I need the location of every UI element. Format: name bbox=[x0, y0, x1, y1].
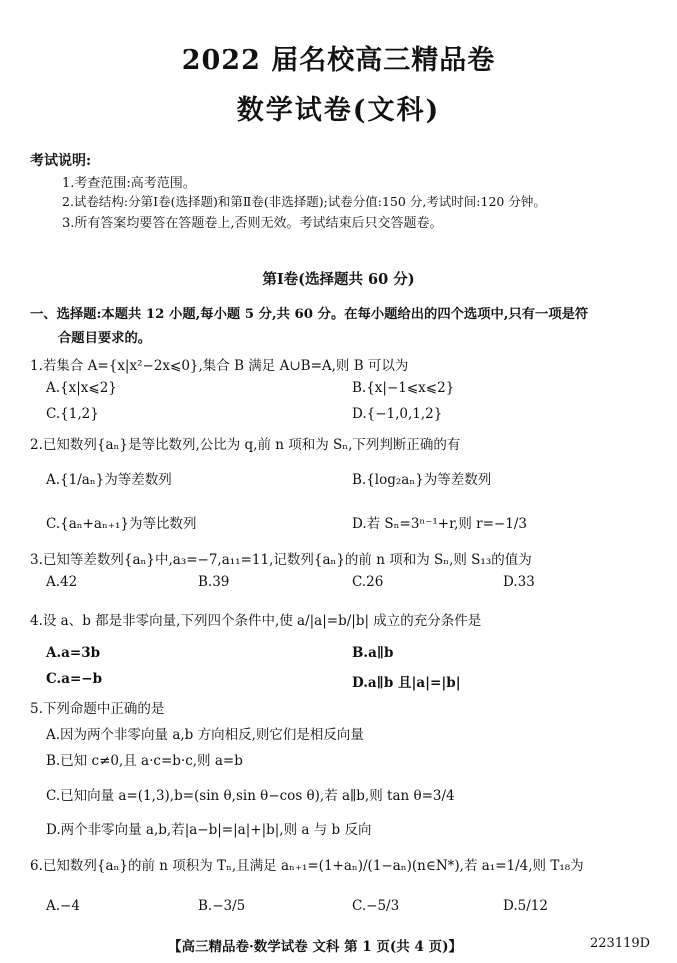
instruction-item: 3.所有答案均要答在答题卷上,否则无效。考试结束后只交答题卷。 bbox=[62, 216, 443, 231]
question-5-option-c: C.已知向量 a=(1,3),b=(sin θ,sin θ−cos θ),若 a∥b,则 tan θ=3/4 bbox=[46, 788, 455, 804]
instructions-heading: 考试说明: bbox=[30, 153, 92, 169]
section-intro-line1: 一、选择题:本题共 12 小题,每小题 5 分,共 60 分。在每小题给出的四个选项中,只有一项是符 bbox=[30, 307, 589, 322]
question-4-stem: 4.设 a、b 都是非零向量,下列四个条件中,使 a/|a|=b/|b| 成立的充分条件是 bbox=[30, 613, 482, 629]
question-2-option-d: D.若 Sₙ=3ⁿ⁻¹+r,则 r=−1/3 bbox=[352, 516, 527, 532]
instruction-item: 2.试卷结构:分第Ⅰ卷(选择题)和第Ⅱ卷(非选择题);试卷分值:150 分,考试时间:120 分钟。 bbox=[62, 194, 546, 209]
question-4-option-d: D.a∥b 且|a|=|b| bbox=[352, 675, 461, 691]
question-4-option-c: C.a=−b bbox=[46, 671, 103, 687]
question-5-option-b: B.已知 c≠0,且 a·c=b·c,则 a=b bbox=[46, 753, 243, 769]
exam-title: 2022 届名校高三精品卷 bbox=[181, 45, 496, 76]
question-5-stem: 5.下列命题中正确的是 bbox=[30, 701, 165, 717]
question-1-option-c: C.{1,2} bbox=[46, 406, 99, 422]
question-3-option-d: D.33 bbox=[503, 574, 535, 590]
question-2-option-a: A.{1/aₙ}为等差数列 bbox=[46, 472, 172, 488]
question-2-stem: 2.已知数列{aₙ}是等比数列,公比为 q,前 n 项和为 Sₙ,下列判断正确的有 bbox=[30, 437, 461, 453]
question-5-option-d: D.两个非零向量 a,b,若|a−b|=|a|+|b|,则 a 与 b 反向 bbox=[46, 822, 372, 838]
question-6-option-d: D.5/12 bbox=[503, 898, 548, 914]
question-4-option-a: A.a=3b bbox=[46, 645, 101, 661]
question-1-option-b: B.{x|−1⩽x⩽2} bbox=[352, 380, 455, 396]
question-2-option-b: B.{log₂aₙ}为等差数列 bbox=[352, 472, 492, 488]
section-title: 第Ⅰ卷(选择题共 60 分) bbox=[262, 271, 415, 288]
page-footer: 【高三精品卷·数学试卷 文科 第 1 页(共 4 页)】 bbox=[168, 939, 462, 955]
question-6-option-a: A.−4 bbox=[46, 898, 80, 914]
section-intro-line2: 合题目要求的。 bbox=[58, 331, 152, 346]
question-1-stem: 1.若集合 A={x|x²−2x⩽0},集合 B 满足 A∪B=A,则 B 可以为 bbox=[30, 358, 409, 374]
question-1-option-d: D.{−1,0,1,2} bbox=[352, 406, 443, 422]
question-1-option-a: A.{x|x⩽2} bbox=[46, 380, 117, 396]
question-6-option-c: C.−5/3 bbox=[352, 898, 400, 914]
question-5-option-a: A.因为两个非零向量 a,b 方向相反,则它们是相反向量 bbox=[46, 727, 364, 743]
instruction-item: 1.考查范围:高考范围。 bbox=[62, 176, 196, 191]
question-3-option-b: B.39 bbox=[198, 574, 230, 590]
question-3-stem: 3.已知等差数列{aₙ}中,a₃=−7,a₁₁=11,记数列{aₙ}的前 n 项和为 Sₙ,则 S₁₃的值为 bbox=[30, 552, 532, 568]
document-code: 223119D bbox=[590, 936, 651, 951]
question-4-option-b: B.a∥b bbox=[352, 645, 394, 661]
question-6-stem: 6.已知数列{aₙ}的前 n 项积为 Tₙ,且满足 aₙ₊₁=(1+aₙ)/(1−aₙ)(n∈N*),若 a₁=1/4,则 T₁₈为 bbox=[30, 858, 584, 874]
question-6-option-b: B.−3/5 bbox=[198, 898, 246, 914]
exam-subtitle: 数学试卷(文科) bbox=[236, 95, 441, 126]
question-2-option-c: C.{aₙ+aₙ₊₁}为等比数列 bbox=[46, 516, 197, 532]
question-3-option-a: A.42 bbox=[46, 574, 78, 590]
question-3-option-c: C.26 bbox=[352, 574, 384, 590]
